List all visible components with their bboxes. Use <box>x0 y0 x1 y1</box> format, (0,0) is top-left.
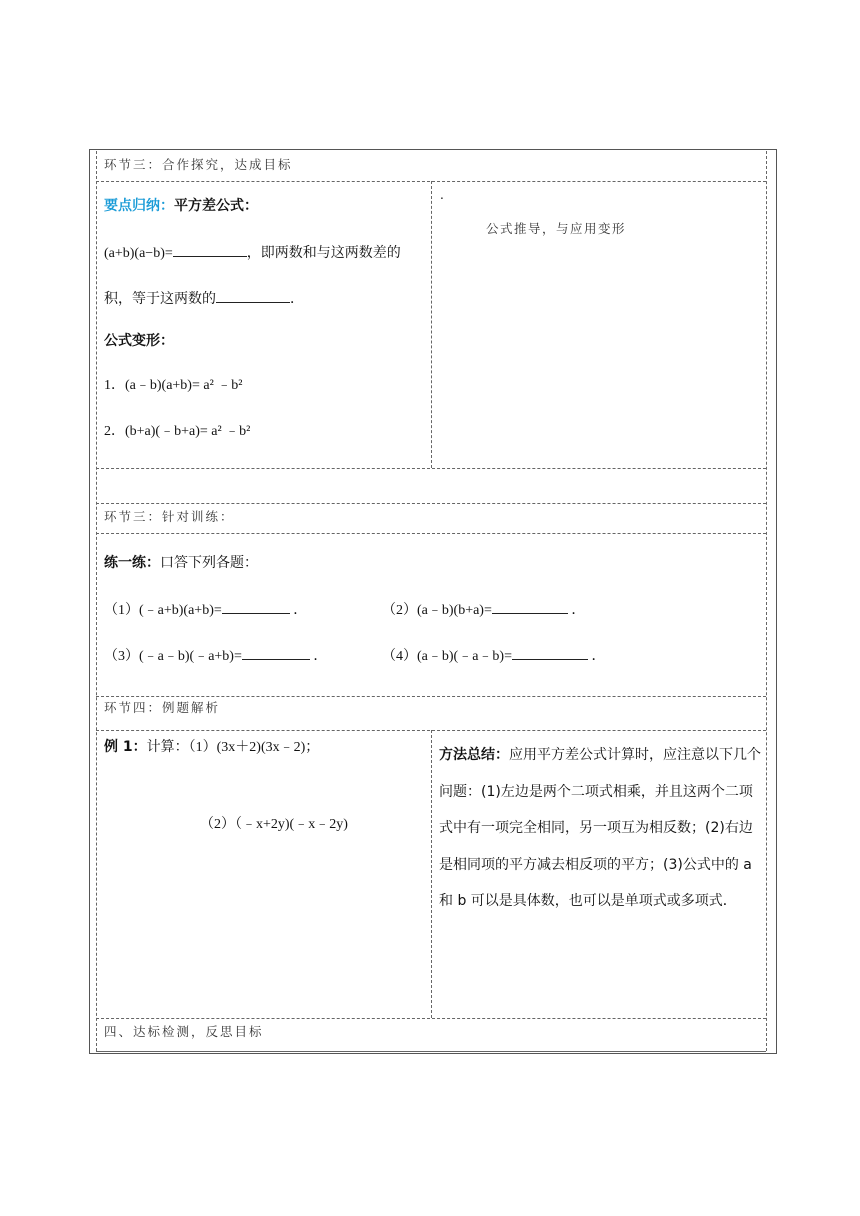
row-divider <box>96 503 766 504</box>
q1-text: （1）(﹣a+b)(a+b)= <box>104 603 222 618</box>
example-1 <box>104 738 319 757</box>
derivation-note: 公式推导，与应用变形 <box>486 221 627 236</box>
note-dot: . <box>440 188 444 202</box>
period: ． <box>591 649 606 664</box>
row-divider <box>96 696 766 697</box>
practice-q1 <box>104 599 307 620</box>
section-header-4: 环节四：例题解析 <box>104 700 221 715</box>
row-divider <box>96 533 766 534</box>
key-points-title: 平方差公式： <box>174 198 258 214</box>
example-part-1: 计算：（1）(3x＋2)(3x﹣2)； <box>146 740 320 755</box>
column-divider <box>431 181 432 468</box>
section-header-5: 四、达标检测，反思目标 <box>104 1024 264 1039</box>
practice-heading <box>104 554 258 572</box>
formula-lhs: (a+b)(a−b)= <box>104 246 173 261</box>
q2-text: （2）(a﹣b)(b+a)= <box>382 603 492 618</box>
q3-blank[interactable] <box>242 645 310 660</box>
variant-1: 1．(a﹣b)(a+b)= a² ﹣b² <box>104 378 243 393</box>
section-header-3b: 环节三：针对训练： <box>104 509 235 524</box>
practice-q4 <box>382 645 605 666</box>
variant-2: 2．(b+a)(﹣b+a)= a² ﹣b² <box>104 424 251 439</box>
key-points-heading <box>104 197 258 215</box>
formula-line-2 <box>104 288 304 308</box>
formula-blank[interactable] <box>173 242 247 257</box>
formula-blank-2[interactable] <box>216 288 290 303</box>
practice-instruction: 口答下列各题： <box>160 555 258 571</box>
row-divider <box>96 1018 766 1019</box>
row-divider <box>96 1051 766 1052</box>
row-divider <box>96 468 766 469</box>
method-summary <box>439 737 763 920</box>
key-points-label: 要点归纳： <box>104 198 174 214</box>
column-divider <box>431 730 432 1018</box>
period: ． <box>571 603 586 618</box>
variant-title: 公式变形： <box>104 333 174 349</box>
period: ． <box>293 603 308 618</box>
practice-label: 练一练： <box>104 555 160 571</box>
method-label: 方法总结： <box>439 747 509 763</box>
practice-q2 <box>382 599 585 620</box>
table-left-border <box>96 151 97 1051</box>
q1-blank[interactable] <box>222 599 290 614</box>
practice-q3 <box>104 645 327 666</box>
q3-text: （3）(﹣a﹣b)(﹣a+b)= <box>104 649 242 664</box>
q4-text: （4）(a﹣b)(﹣a﹣b)= <box>382 649 512 664</box>
example-part-2: （2）（﹣x+2y)(﹣x﹣2y) <box>200 817 348 832</box>
method-text: 应用平方差公式计算时，应注意以下几个问题：(1)左边是两个二项式相乘，并且这两个二项式中有一项完全相同，另一项互为相反数；(2)右边是相同项的平方减去相反项的平方；(3)公式中的 a 和 b 可以是具体数，也可以是单项式或多项式． <box>439 747 761 909</box>
q2-blank[interactable] <box>492 599 568 614</box>
example-label: 例 1： <box>104 739 147 755</box>
formula-line2-text: 积，等于这两数的 <box>104 291 216 307</box>
period: ． <box>290 291 304 307</box>
q4-blank[interactable] <box>512 645 588 660</box>
section-header-3: 环节三：合作探究，达成目标 <box>104 157 293 172</box>
formula-line <box>104 242 401 263</box>
table-right-border <box>766 151 767 1051</box>
period: ． <box>313 649 328 664</box>
formula-text: ，即两数和与这两数差的 <box>246 245 401 261</box>
